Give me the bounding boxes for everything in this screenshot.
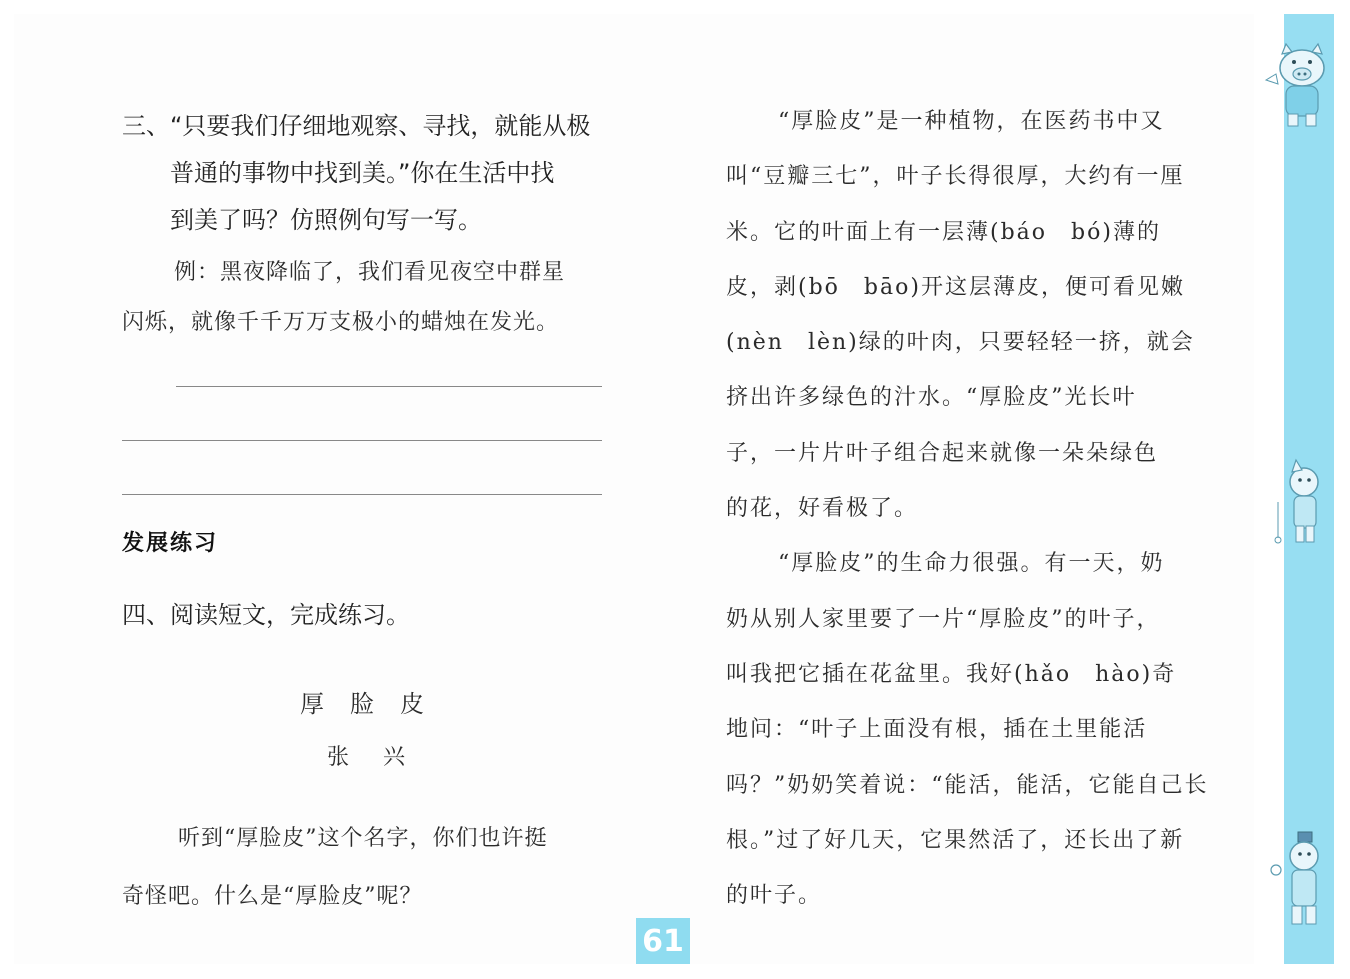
story-paragraph-left <box>122 810 612 926</box>
answer-line-2[interactable] <box>122 440 602 441</box>
question-3-line-1: 三、“只要我们仔细地观察、寻找，就能从极 <box>122 112 591 140</box>
right-line: (nèn lèn)绿的叶肉，只要轻轻一挤，就会 <box>726 330 1195 356</box>
right-line: “厚脸皮”的生命力很强。有一天，奶 <box>778 551 1165 577</box>
example-line-2: 闪烁，就像千千万万支极小的蜡烛在发光。 <box>122 310 560 335</box>
right-line: 皮，剥(bō bāo)开这层薄皮，便可看见嫩 <box>726 274 1185 300</box>
example-line-1: 例：黑夜降临了，我们看见夜空中群星 <box>174 260 566 285</box>
right-line: 子，一片片叶子组合起来就像一朵朵绿色 <box>726 440 1159 466</box>
question-3 <box>122 103 622 244</box>
pig-mascot-icon <box>1258 40 1338 132</box>
right-line: 的叶子。 <box>726 883 823 909</box>
answer-line-3[interactable] <box>122 494 602 495</box>
question-3-line-3: 到美了吗？仿照例句写一写。 <box>170 206 482 234</box>
right-line: 叫“豆瓣三七”，叶子长得很厚，大约有一厘 <box>726 164 1185 190</box>
left-paragraph-line-1: 听到“厚脸皮”这个名字，你们也许挺 <box>178 826 548 851</box>
left-paragraph-line-2: 奇怪吧。什么是“厚脸皮”呢？ <box>122 884 423 909</box>
section-title: 发展练习 <box>122 531 219 556</box>
dog-mascot-icon <box>1264 830 1334 934</box>
right-line: 米。它的叶面上有一层薄(báo bó)薄的 <box>726 219 1161 245</box>
question-3-line-2: 普通的事物中找到美。”你在生活中找 <box>170 159 555 187</box>
right-line: 挤出许多绿色的汁水。“厚脸皮”光长叶 <box>726 385 1137 411</box>
right-line: 的花，好看极了。 <box>726 496 919 522</box>
story-title: 厚脸皮 <box>300 690 450 718</box>
right-line: 根。”过了好几天，它果然活了，还长出了新 <box>726 827 1185 853</box>
story-paragraph-right <box>726 94 1214 923</box>
example-sentence <box>122 248 622 348</box>
page-number: 61 <box>636 918 690 964</box>
question-4: 四、阅读短文，完成练习。 <box>122 601 410 629</box>
right-line: 地问：“叶子上面没有根，插在土里能活 <box>726 717 1148 743</box>
answer-line-1[interactable] <box>176 386 602 387</box>
right-line: 吗？”奶奶笑着说：“能活，能活，它能自己长 <box>726 772 1209 798</box>
right-line: 叫我把它插在花盆里。我好(hǎo hào)奇 <box>726 661 1177 687</box>
right-line: “厚脸皮”是一种植物，在医药书中又 <box>778 109 1165 134</box>
fox-mascot-icon <box>1266 458 1334 554</box>
right-line: 奶从别人家里要了一片“厚脸皮”的叶子， <box>726 606 1161 632</box>
story-author: 张兴 <box>327 745 440 770</box>
